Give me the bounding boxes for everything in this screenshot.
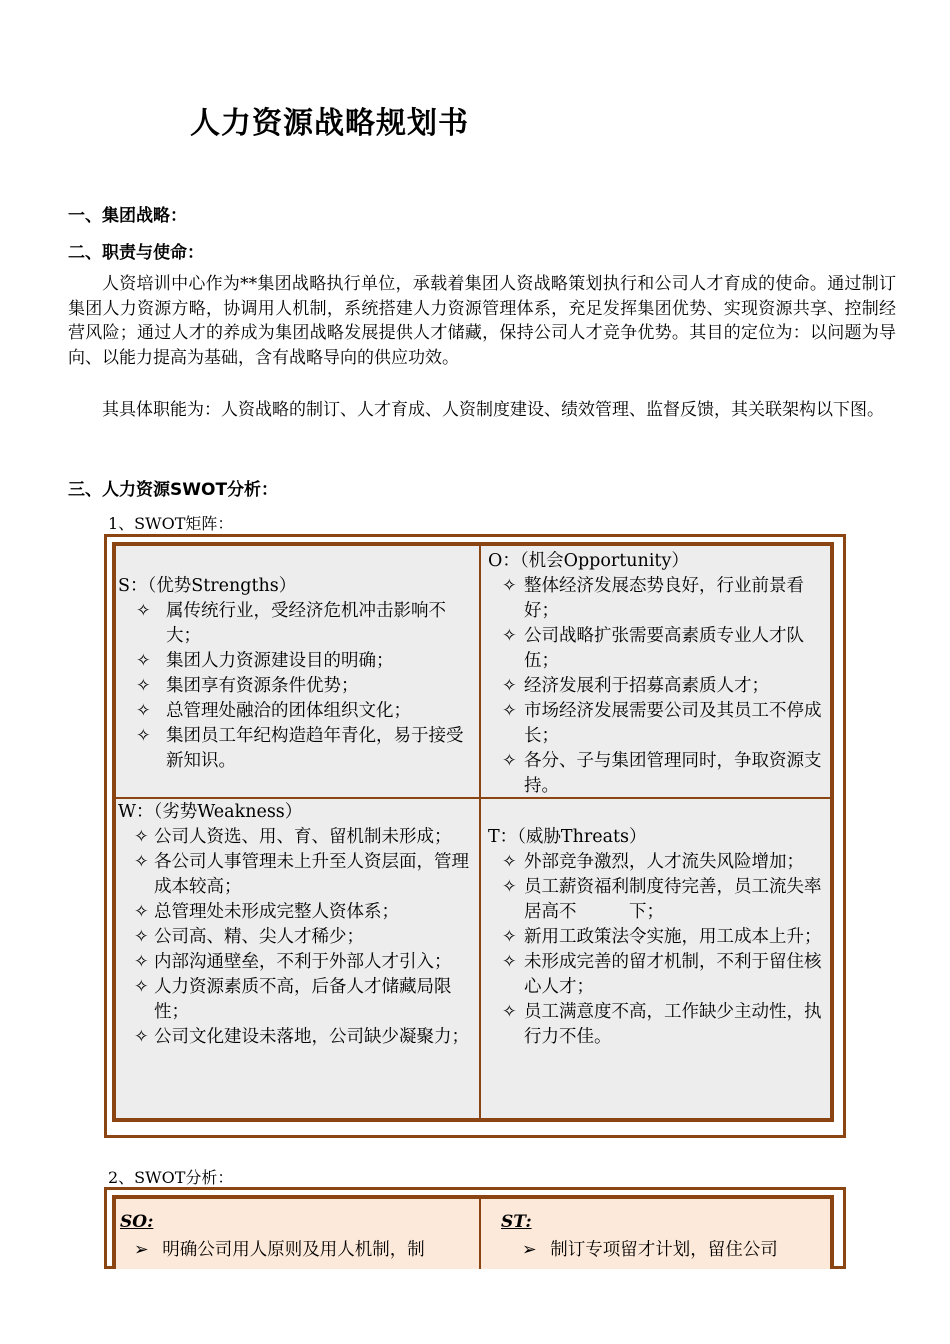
mission-paragraph [68, 272, 896, 370]
st-item-text: 制订专项留才计划，留住公司 [550, 1240, 778, 1260]
weakness-item-text: 内部沟通壁垒，不利于外部人才引入； [154, 952, 452, 972]
diamond-bullet-icon: ✧ [134, 827, 149, 847]
opportunity-item [488, 699, 832, 749]
strengths-heading: S：（优势Strengths） [118, 576, 297, 596]
strength-item [118, 699, 476, 724]
weakness-item [118, 850, 474, 900]
opportunity-item [488, 674, 832, 699]
opportunity-item [488, 624, 832, 674]
weaknesses-cell [118, 800, 474, 1050]
threat-item [488, 1000, 832, 1050]
weakness-item [118, 925, 474, 950]
diamond-bullet-icon: ✧ [502, 676, 517, 696]
weakness-item [118, 900, 474, 925]
opportunities-cell [488, 549, 832, 799]
section-heading-swot: 三、人力资源SWOT分析： [68, 480, 279, 500]
strength-item-text: 总管理处融洽的团体组织文化； [166, 701, 411, 721]
threats-heading: T：（威胁Threats） [488, 827, 647, 847]
diamond-bullet-icon: ✧ [134, 852, 149, 872]
weaknesses-heading: W：（劣势Weakness） [118, 802, 303, 822]
strengths-cell [118, 574, 476, 774]
function-paragraph [68, 398, 896, 423]
opportunities-heading: O：（机会Opportunity） [488, 551, 689, 571]
threat-item [488, 950, 832, 1000]
weakness-item-text: 公司文化建设未落地，公司缺少凝聚力； [154, 1027, 469, 1047]
weakness-item [118, 1025, 474, 1050]
arrow-bullet-icon: ➢ [134, 1240, 149, 1260]
so-item [134, 1236, 425, 1261]
weakness-item-text: 人力资源素质不高，后备人才储藏局限性； [154, 977, 452, 1022]
threats-cell [488, 825, 832, 1050]
section-heading-duty-mission: 二、职责与使命： [68, 243, 204, 263]
threat-item [488, 925, 832, 950]
threats-list [488, 850, 832, 1050]
st-item [522, 1236, 778, 1261]
diamond-bullet-icon: ✧ [502, 877, 517, 897]
threat-item-text: 新用工政策法令实施，用工成本上升； [524, 927, 822, 947]
mission-text: 人资培训中心作为**集团战略执行单位，承载着集团人资战略策划执行和公司人才育成的使命。通过制订集团人力资源方略，协调用人机制，系统搭建人力资源管理体系，充足发挥集团优势、实现资源共享、控制经营风险；通过人才的养成为集团战略发展提供人才储藏，保持公司人才竞争优势。其目的定位为：以问题为导向、以能力提高为基础，含有战略导向的供应功效。 [68, 274, 896, 368]
opportunity-item-text: 公司战略扩张需要高素质专业人才队伍； [524, 626, 804, 671]
matrix-vertical-divider [479, 546, 481, 1118]
function-text: 其具体职能为：人资战略的制订、人才育成、人资制度建设、绩效管理、监督反馈，其关联架构以下图。 [102, 400, 884, 420]
diamond-bullet-icon: ✧ [136, 726, 151, 746]
strengths-list [118, 599, 476, 774]
threat-item-text: 员工薪资福利制度待完善，员工流失率居高不 下； [524, 877, 822, 922]
so-label: SO: [120, 1212, 154, 1232]
diamond-bullet-icon: ✧ [502, 952, 517, 972]
diamond-bullet-icon: ✧ [134, 927, 149, 947]
threat-item [488, 850, 832, 875]
st-label: ST: [501, 1212, 532, 1232]
weakness-item [118, 950, 474, 975]
diamond-bullet-icon: ✧ [502, 1002, 517, 1022]
weakness-item-text: 公司高、精、尖人才稀少； [154, 927, 364, 947]
diamond-bullet-icon: ✧ [136, 676, 151, 696]
strength-item-text: 集团员工年纪构造趋年青化，易于接受新知识。 [166, 726, 464, 771]
opportunity-item [488, 574, 832, 624]
analysis-vertical-divider [479, 1199, 481, 1269]
opportunity-item [488, 749, 832, 799]
weakness-item-text: 公司人资选、用、育、留机制未形成； [154, 827, 452, 847]
diamond-bullet-icon: ✧ [502, 751, 517, 771]
diamond-bullet-icon: ✧ [134, 952, 149, 972]
diamond-bullet-icon: ✧ [136, 701, 151, 721]
opportunity-item-text: 经济发展利于招募高素质人才； [524, 676, 769, 696]
opportunity-item-text: 整体经济发展态势良好，行业前景看好； [524, 576, 804, 621]
threat-item-text: 员工满意度不高，工作缺少主动性，执行力不佳。 [524, 1002, 822, 1047]
weakness-item [118, 825, 474, 850]
diamond-bullet-icon: ✧ [502, 626, 517, 646]
so-item-text: 明确公司用人原则及用人机制，制 [162, 1240, 425, 1260]
opportunity-item-text: 各分、子与集团管理同时，争取资源支持。 [524, 751, 822, 796]
diamond-bullet-icon: ✧ [502, 576, 517, 596]
swot-matrix-label: 1、SWOT矩阵： [108, 514, 234, 533]
document-title: 人力资源战略规划书 [190, 106, 469, 141]
arrow-bullet-icon: ➢ [522, 1240, 537, 1260]
threat-item-text: 外部竞争激烈，人才流失风险增加； [524, 852, 804, 872]
weaknesses-list [118, 825, 474, 1050]
diamond-bullet-icon: ✧ [136, 651, 151, 671]
strength-item-text: 集团享有资源条件优势； [166, 676, 359, 696]
diamond-bullet-icon: ✧ [134, 1027, 149, 1047]
diamond-bullet-icon: ✧ [136, 601, 151, 621]
swot-analysis-label: 2、SWOT分析： [108, 1168, 234, 1187]
diamond-bullet-icon: ✧ [502, 701, 517, 721]
strength-item [118, 599, 476, 649]
diamond-bullet-icon: ✧ [134, 977, 149, 997]
weakness-item-text: 各公司人事管理未上升至人资层面，管理成本较高； [154, 852, 469, 897]
weakness-item [118, 975, 474, 1025]
strength-item [118, 649, 476, 674]
threat-item [488, 875, 832, 925]
section-heading-group-strategy: 一、集团战略： [68, 206, 187, 226]
diamond-bullet-icon: ✧ [502, 927, 517, 947]
diamond-bullet-icon: ✧ [502, 852, 517, 872]
opportunity-item-text: 市场经济发展需要公司及其员工不停成长； [524, 701, 822, 746]
strength-item-text: 集团人力资源建设目的明确； [166, 651, 394, 671]
diamond-bullet-icon: ✧ [134, 902, 149, 922]
threat-item-text: 未形成完善的留才机制，不利于留住核心人才； [524, 952, 822, 997]
strength-item [118, 674, 476, 699]
strength-item [118, 724, 476, 774]
opportunities-list [488, 574, 832, 799]
strength-item-text: 属传统行业，受经济危机冲击影响不大； [166, 601, 446, 646]
weakness-item-text: 总管理处未形成完整人资体系； [154, 902, 399, 922]
